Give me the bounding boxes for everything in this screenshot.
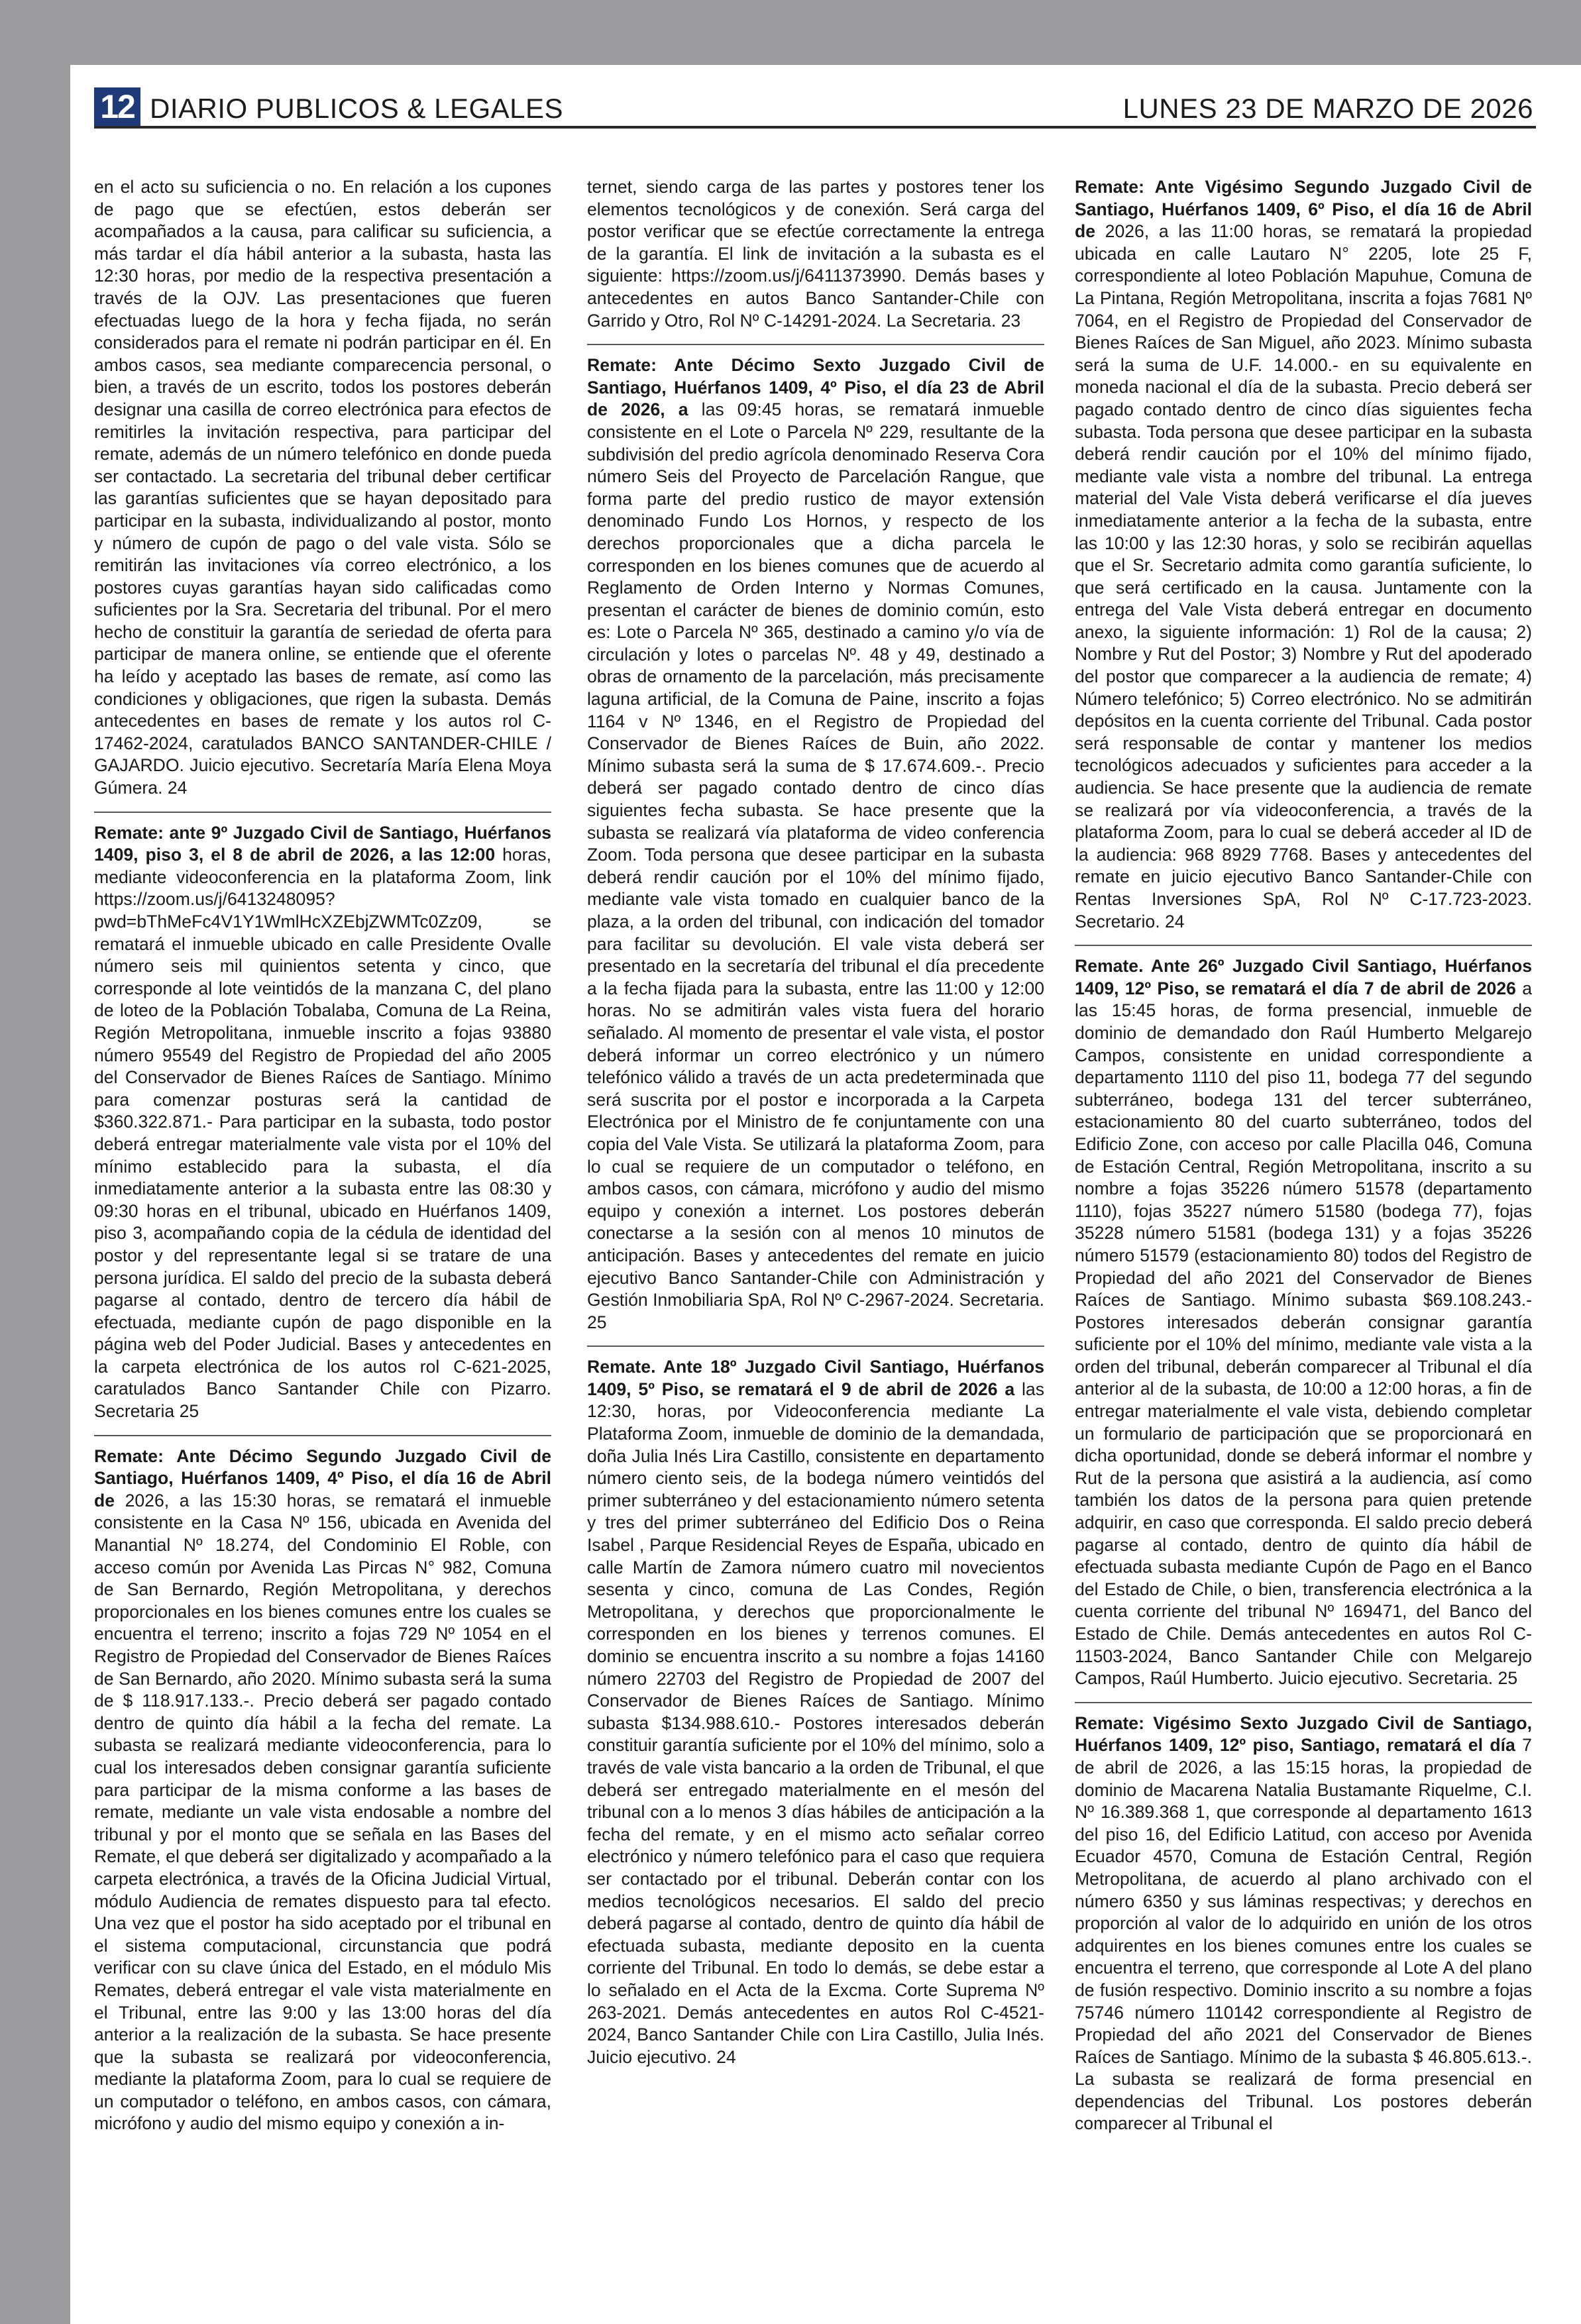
legal-notice bbox=[94, 1446, 551, 2135]
notice-text: a las 15:45 horas, de forma presencial, inmueble de dominio de demandado don Raúl Humberto Melgarejo Campos, consistente en unidad correspondiente a departamento 1110 del piso 11, bodega 77 del segundo subterráneo, bodega 131 del tercer subterráneo, estacionamiento 80 del cuarto subterráneo, todos del Edificio Zone, con acceso por calle Placilla 046, Comuna de Estación Central, Región Metropolitana, inscrito a su nombre a fojas 35226 número 51578 (departamento 1110), fojas 35227 número 51580 (bodega 77), fojas 35228 número 51581 (bodega 131) y a fojas 35226 número 51579 (estacionamiento 80) todos del Registro de Propiedad del año 2021 del Conservador de Bienes Raíces de Santiago. Mínimo subasta $69.108.243.- Postores interesados deberán consignar garantía suficiente por el 10% del mínimo, mediante vale vista a la orden del tribunal, deberán comparecer al Tribunal el día anterior al de la subasta, de 10:00 a 12:00 horas, a fin de entregar materialmente el vale vista, debiendo completar un formulario de participación que se proporcionará en dicha oportunidad, donde se deberá informar el nombre y Rut de la persona que asistirá a la audiencia, así como también los datos de la persona para quien pretende adquirir, en caso que corresponda. El saldo precio deberá pagarse al contado, dentro de quinto día hábil de efectuada subasta mediante Cupón de Pago en el Banco del Estado de Chile, o bien, transferencia electrónica a la cuenta corriente del tribunal Nº 169471, del Banco del Estado de Chile. Demás antecedentes en autos Rol C- 11503-2024, Banco Santander Chile con Melgarejo Campos, Raúl Humberto. Juicio ejecutivo. Secretaria. 25 bbox=[1075, 978, 1532, 1689]
column-2 bbox=[587, 176, 1044, 2303]
notice-divider bbox=[94, 1435, 551, 1436]
notice-text: horas, mediante videoconferencia en la plataforma Zoom, link https://zoom.us/j/6413248095?pwd=bThMeFc4V1Y1WmlHcXZEbjZWMTc0Zz09, se rematará el inmueble ubicado en calle Presidente Ovalle número seis mil quinientos setenta y cinco, que corresponde al lote veintidós de la manzana C, del plano de loteo de la Población Tobalaba, Comuna de La Reina, Región Metropolitana, inmueble inscrito a fojas 93880 número 95549 del Registro de Propiedad del año 2005 del Conservador de Bienes Raíces de Santiago. Mínimo para comenzar posturas será la cantidad de $360.322.871.- Para participar en la subasta, todo postor deberá entregar materialmente vale vista por el 10% del mínimo establecido para la subasta, el día inmediatamente anterior a la subasta entre las 08:30 y 09:30 horas en el tribunal, ubicado en Huérfanos 1409, piso 3, acompañando copia de la cédula de identidad del postor y del representante legal si se tratare de una persona jurídica. El saldo del precio de la subasta deberá pagarse al contado, dentro de tercero día hábil de efectuada, mediante cupón de pago disponible en la página web del Poder Judicial. Bases y antecedentes en la carpeta electrónica de los autos rol C-621-2025, caratulados Banco Santander Chile con Pizarro. Secretaria 25 bbox=[94, 845, 551, 1422]
notice-text: ternet, siendo carga de las partes y postores tener los elementos tecnológicos y de conexión. Será carga del postor verificar que se efectúe correctamente la entrega de la garantía. El link de invitación a la subasta es el siguiente: https://zoom.us/j/6411373990. Demás bases y antecedentes en autos Banco Santander-Chile con Garrido y Otro, Rol Nº C-14291-2024. La Secretaria. 23 bbox=[587, 177, 1044, 331]
notice-heading: Remate: Ante Vigésimo Segundo Juzgado Civil de Santiago, Huérfanos 1409, 6º Piso, el día 16 de Abril de bbox=[1075, 177, 1532, 242]
notice-text: 2026, a las 11:00 horas, se rematará la propiedad ubicada en calle Lautaro N° 2205, lote 25 F, correspondiente al loteo Población Mapuhue, Comuna de La Pintana, Región Metropolitana, inscrita a fojas 7681 Nº 7064, en el Registro de Propiedad del Conservador de Bienes Raíces de San Miguel, año 2023. Mínimo subasta será la suma de U.F. 14.000.- en su equivalente en moneda nacional el día de la subasta. Precio deberá ser pagado contado dentro de cinco días siguientes fecha subasta. Toda persona que desee participar en la subasta deberá rendir caución por el 10% del mínimo fijado, mediante vale vista a nombre del tribunal. La entrega material del Vale Vista deberá verificarse el día jueves inmediatamente anterior a la fecha de la subasta, entre las 10:00 y las 12:30 horas, y solo se recibirán aquellas que el Sr. Secretario admita como garantía suficiente, lo que será certificado en la causa. Juntamente con la entrega del Vale Vista deberá entregar en documento anexo, la siguiente información: 1) Rol de la causa; 2) Nombre y Rut del Postor; 3) Nombre y Rut del apoderado del postor que comparecer a la audiencia de remate; 4) Número telefónico; 5) Correo electrónico. No se admitirán depósitos en la cuenta corriente del Tribunal. Cada postor será responsable de contar y mantener los medios tecnológicos adecuados y suficientes para acceder a la audiencia. Se hace presente que la audiencia de remate se realizará por vía videoconferencia, a través de la plataforma Zoom, para lo cual se deberá acceder al ID de la audiencia: 968 8929 7768. Bases y antecedentes del remate en juicio ejecutivo Banco Santander-Chile con Rentas Inversiones SpA, Rol Nº C-17.723-2023. Secretario. 24 bbox=[1075, 221, 1532, 931]
notice-divider bbox=[1075, 1702, 1532, 1703]
notice-heading: Remate: Ante Décimo Segundo Juzgado Civil de Santiago, Huérfanos 1409, 4º Piso, el día 16 de Abril de bbox=[94, 1446, 551, 1510]
notice-text: las 12:30, horas, por Videoconferencia mediante La Plataforma Zoom, inmueble de dominio de la demandada, doña Julia Inés Lira Castillo, consistente en departamento número ciento seis, de la bodega número veintidós del primer subterráneo y del estacionamiento número setenta y tres del primer subterráneo del Edificio Dos o Reina Isabel , Parque Residencial Reyes de España, ubicado en calle Martín de Zamora número cuatro mil novecientos sesenta y cinco, comuna de Las Condes, Región Metropolitana, y derechos que proporcionalmente le corresponden en los bienes y terrenos comunes. El dominio se encuentra inscrito a su nombre a fojas 14160 número 22703 del Registro de Propiedad de 2007 del Conservador de Bienes Raíces de Santiago. Mínimo subasta $134.988.610.- Postores interesados deberán constituir garantía suficiente por el 10% del mínimo, solo a través de vale vista bancario a la orden de Tribunal, el que deberá ser entregado materialmente en el mesón del tribunal con a lo menos 3 días hábiles de anticipación a la fecha del remate, y en el mismo acto señalar correo electrónico y número telefónico para el caso que requiera ser contactado por el tribunal. Deberán contar con los medios tecnológicos necesarios. El saldo del precio deberá pagarse al contado, dentro de quinto día hábil de efectuada subasta, mediante deposito en la cuenta corriente del Tribunal. En todo lo demás, se debe estar a lo señalado en el Acta de la Excma. Corte Suprema Nº 263-2021. Demás antecedentes en autos Rol C-4521-2024, Banco Santander Chile con Lira Castillo, Julia Inés. Juicio ejecutivo. 24 bbox=[587, 1379, 1044, 2067]
notice-heading: Remate: Vigésimo Sexto Juzgado Civil de Santiago, Huérfanos 1409, 12º piso, Santiago, rematará el día bbox=[1075, 1713, 1532, 1756]
legal-notice bbox=[94, 176, 551, 800]
notice-text: en el acto su suficiencia o no. En relación a los cupones de pago que se efectúen, estos deberán ser acompañados a la causa, para calificar su suficiencia, a más tardar el día hábil anterior a la subasta, hasta las 12:30 horas, por medio de la respectiva presentación a través de la OJV. Las presentaciones que fueren efectuadas luego de la hora y fecha fijada, no serán considerados para el remate ni podrán participar en él. En ambos casos, sea mediante comparecencia personal, o bien, a través de un escrito, todos los postores deberán designar una casilla de correo electrónica para efectos de remitirles la invitación respectiva, para participar del remate, además de un número telefónico en donde pueda ser contactado. La secretaria del tribunal deber certificar las garantías suficientes que se hayan depositado para participar en la subasta, individualizando al postor, monto y número de cupón de pago o del vale vista. Sólo se remitirán las invitaciones vía correo electrónico, a los postores cuyas garantías hayan sido calificadas como suficientes por la Sra. Secretaria del tribunal. Por el mero hecho de constituir la garantía de seriedad de oferta para participar de manera online, se entiende que el oferente ha leído y aceptado las bases de remate, así como las condiciones y obligaciones, que rigen la subasta. Demás antecedentes en bases de remate y los autos rol C-17462-2024, caratulados BANCO SANTANDER-CHILE / GAJARDO. Juicio ejecutivo. Secretaría María Elena Moya Gúmera. 24 bbox=[94, 177, 551, 798]
notice-text: 2026, a las 15:30 horas, se rematará el inmueble consistente en la Casa Nº 156, ubicada en Avenida del Manantial Nº 18.274, del Condominio El Roble, con acceso común por Avenida Las Pircas N° 982, Comuna de San Bernardo, Región Metropolitana, y derechos proporcionales en los bienes comunes entre los cuales se encuentra el terreno; inscrito a fojas 729 Nº 1054 en el Registro de Propiedad del Conservador de Bienes Raíces de San Bernardo, año 2020. Mínimo subasta será la suma de $ 118.917.133.-. Precio deberá ser pagado contado dentro de quinto día hábil a la fecha del remate. La subasta se realizará mediante videoconferencia, para lo cual los interesados deben consignar garantía suficiente para participar de la misma conforme a las bases de remate, mediante un vale vista endosable a nombre del tribunal y por el monto que se señala en las Bases del Remate, el que deberá ser digitalizado y acompañado a la carpeta electrónica, a través de la Oficina Judicial Virtual, módulo Audiencia de remates dispuesto para tal efecto. Una vez que el postor ha sido aceptado por el tribunal en el sistema computacional, circunstancia que podrá verificar con su clave única del Estado, en el módulo Mis Remates, deberá entregar el vale vista materialmente en el Tribunal, entre las 9:00 y las 13:00 horas del día anterior a la realización de la subasta. Se hace presente que la subasta se realizará por videoconferencia, mediante la plataforma Zoom, para lo cual se requiere de un computador o teléfono, en ambos casos, con cámara, micrófono y audio del mismo equipo y conexión a in- bbox=[94, 1490, 551, 2134]
legal-notice bbox=[94, 822, 551, 1423]
publication-name: DIARIO PUBLICOS & LEGALES bbox=[150, 93, 564, 124]
notice-divider bbox=[94, 812, 551, 813]
legal-notice bbox=[587, 176, 1044, 332]
notice-text: las 09:45 horas, se rematará inmueble consistente en el Lote o Parcela Nº 229, resultante de la subdivisión del predio agrícola denominado Reserva Cora número Seis del Proyecto de Parcelación Rangue, que forma parte del predio rustico de mayor extensión denominado Fundo Los Hornos, y respecto de los derechos proporcionales que a dicha parcela le corresponden en los bienes comunes que de acuerdo al Reglamento de Orden Interno y Normas Comunes, presentan el carácter de bienes de dominio común, esto es: Lote o Parcela Nº 365, destinado a camino y/o vía de circulación y lotes o parcelas Nº. 48 y 49, destinado a obras de ornamento de la parcelación, más precisamente laguna artificial, de la Comuna de Paine, inscrito a fojas 1164 v Nº 1346, en el Registro de Propiedad del Conservador de Bienes Raíces de Buin, año 2022. Mínimo subasta será la suma de $ 17.674.609.-. Precio deberá ser pagado contado dentro de cinco días siguientes fecha subasta. Se hace presente que la subasta se realizará vía plataforma de video conferencia Zoom. Toda persona que desee participar en la subasta deberá rendir caución por el 10% del mínimo fijado, mediante vale vista tomado en cualquier banco de la plaza, a la orden del tribunal, con indicación del tomador para facilitar su devolución. El vale vista deberá ser presentado en la secretaría del tribunal el día precedente a la fecha fijada para la subasta, entre las 11:00 y 12:00 horas. No se admitirán vales vista fuera del horario señalado. Al momento de presentar el vale vista, el postor deberá informar un correo electrónico y un número telefónico válido a través de un acta predeterminada que será suscrita por el postor e incorporada a la Carpeta Electrónica por el Ministro de fe conjuntamente con una copia del Vale Vista. Se utilizará la plataforma Zoom, para lo cual se requiere de un computador o teléfono, en ambos casos, con cámara, micrófono y audio del mismo equipo y conexión a internet. Los postores deberán conectarse a la sesión con al menos 10 minutos de anticipación. Bases y antecedentes del remate en juicio ejecutivo Banco Santander-Chile con Administración y Gestión Inmobiliaria SpA, Rol Nº C-2967-2024. Secretaria. 25 bbox=[587, 399, 1044, 1332]
notice-heading: Remate. Ante 18º Juzgado Civil Santiago, Huérfanos 1409, 5º Piso, se rematará el 9 de abril de 2026 a bbox=[587, 1357, 1044, 1399]
legal-notice bbox=[1075, 176, 1532, 933]
page-number: 12 bbox=[94, 87, 140, 126]
newspaper-page bbox=[70, 65, 1581, 2324]
notice-divider bbox=[1075, 945, 1532, 946]
legal-notice bbox=[1075, 1713, 1532, 2135]
column-1 bbox=[94, 176, 551, 2303]
legal-notice bbox=[1075, 955, 1532, 1690]
legal-notice bbox=[587, 1356, 1044, 2068]
column-3 bbox=[1075, 176, 1532, 2303]
legal-notice bbox=[587, 354, 1044, 1334]
publication-date: LUNES 23 DE MARZO DE 2026 bbox=[1122, 93, 1533, 124]
notice-heading: Remate. Ante 26º Juzgado Civil Santiago, Huérfanos 1409, 12º Piso, se rematará el día 7 de abril de 2026 bbox=[1075, 956, 1532, 998]
notice-divider bbox=[587, 1346, 1044, 1347]
notice-text: 7 de abril de 2026, a las 15:15 horas, la propiedad de dominio de Macarena Natalia Bustamante Riquelme, C.I. Nº 16.389.368 1, que corresponde al departamento 1613 del piso 16, del Edificio Latitud, con acceso por Avenida Ecuador 4570, Comuna de Estación Central, Región Metropolitana, de acuerdo al plano archivado con el número 6350 y sus láminas respectivas; y derechos en proporción al valor de lo adquirido en unión de los otros adquirentes en los bienes comunes entre los cuales se encuentra el terreno, que corresponde al Lote A del plano de fusión respectivo. Dominio inscrito a su nombre a fojas 75746 número 110142 correspondiente al Registro de Propiedad del año 2021 del Conservador de Bienes Raíces de Santiago. Mínimo de la subasta $ 46.805.613.-. La subasta se realizará de forma presencial en dependencias del Tribunal. Los postores deberán comparecer al Tribunal el bbox=[1075, 1735, 1532, 2134]
page-header bbox=[94, 87, 1536, 129]
notice-heading: Remate: Ante Décimo Sexto Juzgado Civil de Santiago, Huérfanos 1409, 4º Piso, el día 23 de Abril de 2026, a bbox=[587, 355, 1044, 420]
notice-divider bbox=[587, 344, 1044, 345]
notice-heading: Remate: ante 9º Juzgado Civil de Santiago, Huérfanos 1409, piso 3, el 8 de abril de 2026, a las 12:00 bbox=[94, 822, 551, 865]
